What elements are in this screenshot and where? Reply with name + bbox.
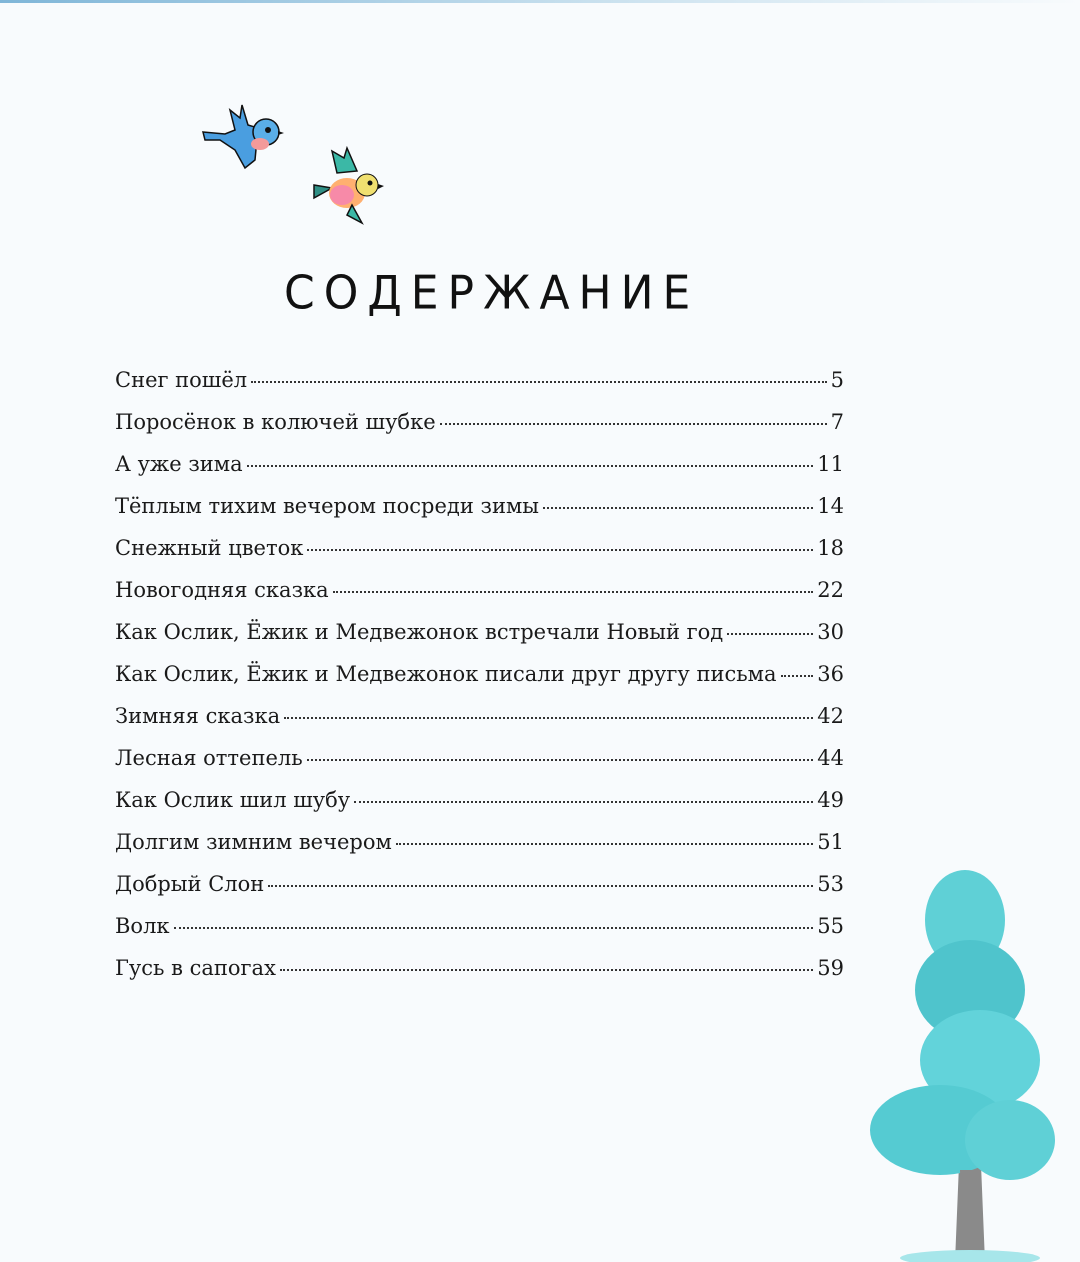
dot-leader: [333, 591, 814, 593]
toc-entry-page: 11: [817, 452, 844, 476]
toc-entry-title: Долгим зимним вечером: [115, 830, 392, 854]
toc-entry[interactable]: [115, 494, 844, 536]
dot-leader: [284, 717, 813, 719]
toc-entry[interactable]: [115, 704, 844, 746]
dot-leader: [247, 465, 814, 467]
toc-entry-page: 53: [817, 872, 844, 896]
toc-entry[interactable]: [115, 452, 844, 494]
tree-illustration: [860, 840, 1070, 1262]
toc-entry-title: Как Ослик, Ёжик и Медвежонок писали друг другу письма: [115, 662, 777, 686]
toc-entry-title: Добрый Слон: [115, 872, 265, 896]
dot-leader: [307, 759, 814, 761]
dot-leader: [307, 549, 813, 551]
dot-leader: [781, 675, 814, 677]
toc-entry-page: 30: [817, 620, 844, 644]
toc-entry-page: 7: [830, 410, 844, 434]
dot-leader: [396, 843, 813, 845]
toc-entry-page: 51: [817, 830, 844, 854]
toc-entry-title: Снежный цветок: [115, 536, 304, 560]
toc-entry-title: Зимняя сказка: [115, 704, 281, 728]
toc-entry[interactable]: [115, 662, 844, 704]
dot-leader: [543, 507, 813, 509]
dot-leader: [440, 423, 827, 425]
dot-leader: [268, 885, 813, 887]
toc-entry-page: 49: [817, 788, 844, 812]
dot-leader: [280, 969, 813, 971]
toc-entry[interactable]: [115, 746, 844, 788]
toc-entry[interactable]: [115, 368, 844, 410]
toc-entry-page: 44: [817, 746, 844, 770]
page-title: СОДЕРЖАНИЕ: [284, 266, 700, 321]
toc-entry-title: Как Ослик шил шубу: [115, 788, 351, 812]
toc-entry[interactable]: [115, 788, 844, 830]
toc-entry-page: 5: [830, 368, 844, 392]
toc-entry[interactable]: [115, 956, 844, 998]
dot-leader: [251, 381, 827, 383]
table-of-contents: [115, 368, 844, 998]
toc-entry-page: 14: [817, 494, 844, 518]
toc-entry[interactable]: [115, 536, 844, 578]
dot-leader: [727, 633, 813, 635]
page-edge: [0, 0, 1080, 3]
toc-entry-title: Волк: [115, 914, 170, 938]
toc-entry-page: 55: [817, 914, 844, 938]
toc-entry[interactable]: [115, 410, 844, 452]
blue-bird-illustration: [200, 100, 285, 180]
toc-entry-title: Снег пошёл: [115, 368, 248, 392]
toc-entry-title: Тёплым тихим вечером посреди зимы: [115, 494, 539, 518]
dot-leader: [174, 927, 814, 929]
toc-entry-title: Гусь в сапогах: [115, 956, 276, 980]
yellow-bird-illustration: [312, 143, 387, 228]
toc-entry[interactable]: [115, 830, 844, 872]
toc-entry-page: 18: [817, 536, 844, 560]
toc-entry-page: 59: [817, 956, 844, 980]
toc-entry[interactable]: [115, 872, 844, 914]
toc-entry-title: Как Ослик, Ёжик и Медвежонок встречали Новый год: [115, 620, 724, 644]
toc-entry-title: Поросёнок в колючей шубке: [115, 410, 436, 434]
toc-entry[interactable]: [115, 578, 844, 620]
dot-leader: [354, 801, 813, 803]
toc-entry-title: Лесная оттепель: [115, 746, 303, 770]
toc-entry-page: 42: [817, 704, 844, 728]
toc-entry[interactable]: [115, 620, 844, 662]
toc-entry-page: 22: [817, 578, 844, 602]
toc-entry-title: А уже зима: [115, 452, 243, 476]
toc-entry[interactable]: [115, 914, 844, 956]
toc-entry-title: Новогодняя сказка: [115, 578, 329, 602]
toc-entry-page: 36: [817, 662, 844, 686]
